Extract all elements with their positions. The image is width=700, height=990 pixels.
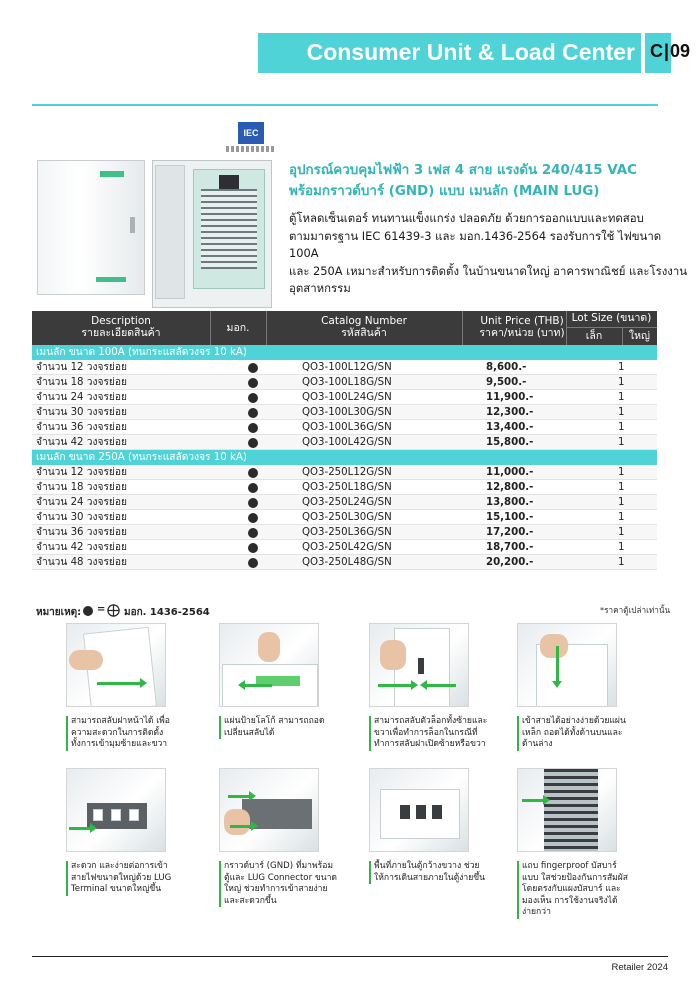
caption-line: และสะดวกขึ้น [224, 895, 277, 906]
row-lot-small: 1 [618, 392, 625, 403]
header-divider [566, 327, 657, 328]
right-arrow-icon [228, 795, 250, 798]
caption-line: ทั้งการเข้ามุมซ้ายและขวา [71, 739, 168, 749]
row-catalog-number: QO3-100L42G/SN [302, 437, 392, 448]
right-arrow-icon [230, 825, 252, 828]
caption-line: สามารถสลับฝาหน้าได้ เพื่อ [71, 716, 170, 726]
row-lot-small: 1 [618, 407, 625, 418]
feature-image-logo-plate [219, 623, 319, 707]
down-arrow-icon [556, 646, 559, 682]
caption-line: ให้การเดินสายภายในตู้ง่ายขึ้น [374, 872, 485, 883]
lug-shape [93, 809, 103, 821]
table-row [32, 510, 657, 525]
row-lot-small: 1 [618, 482, 625, 493]
table-row [32, 540, 657, 555]
table-row [32, 525, 657, 540]
tis-dot-icon [248, 513, 258, 523]
caption-line: โดยตรงกับแผงบัสบาร์ และ [522, 884, 621, 894]
table-header [32, 311, 657, 345]
feature-image-lug-terminal [66, 768, 166, 852]
footer-rule [32, 956, 668, 957]
caption-line: เหล็ก ถอดได้ทั้งด้านบนและ [522, 727, 623, 738]
table-row [32, 390, 657, 405]
hand-shape [224, 809, 250, 835]
row-unit-price: 11,900.- [486, 392, 534, 403]
row-description: จำนวน 12 วงจรย่อย [36, 467, 127, 478]
feature-caption [369, 716, 489, 751]
tis-dot-icon [248, 528, 258, 538]
iec-certification-logo: IEC [238, 122, 264, 144]
header-lot-size: Lot Size (ขนาด) [571, 312, 652, 324]
row-lot-small: 1 [618, 557, 625, 568]
header-catalog-th: รหัสสินค้า [341, 327, 387, 339]
row-description: จำนวน 42 วงจรย่อย [36, 542, 127, 553]
tis-dot-icon [248, 498, 258, 508]
table-row [32, 375, 657, 390]
row-description: จำนวน 24 วงจรย่อย [36, 392, 127, 403]
tis-dot-icon [248, 378, 258, 388]
row-unit-price: 15,800.- [486, 437, 534, 448]
product-title [289, 160, 689, 202]
hand-shape [540, 634, 568, 658]
row-description: จำนวน 36 วงจรย่อย [36, 422, 127, 433]
row-unit-price: 20,200.- [486, 557, 534, 568]
caption-line: แผ่นป้ายโลโก้ สามารถถอด [224, 716, 325, 726]
price-table [32, 311, 657, 570]
cabinet-brand-plate [100, 171, 124, 177]
row-lot-small: 1 [618, 542, 625, 553]
left-arrow-icon [244, 684, 272, 687]
description-line: ตามมาตรฐาน IEC 61439-3 และ มอก.1436-2564 รองรับการใช้ ไฟขนาด 100A [289, 228, 662, 260]
table-body [32, 345, 657, 570]
row-unit-price: 9,500.- [486, 377, 527, 388]
header-tis: มอก. [226, 322, 250, 334]
caption-line: ง่ายกว่า [522, 907, 551, 917]
chapter-letter: C [650, 41, 663, 61]
price-note: *ราคาตู้เปล่าเท่านั้น [600, 605, 671, 615]
caption-line: ตู้และ LUG Connector ขนาด [224, 872, 337, 883]
tis-dot-icon [248, 543, 258, 553]
feature-image-knockout-plate [517, 623, 617, 707]
tis-dot-icon [248, 438, 258, 448]
row-catalog-number: QO3-100L24G/SN [302, 392, 392, 403]
header-rule [32, 104, 658, 106]
title-banner [258, 33, 641, 73]
chapter-marker [650, 41, 690, 62]
page-title: Consumer Unit & Load Center [306, 39, 635, 65]
feature-caption [517, 861, 637, 919]
table-row [32, 480, 657, 495]
closed-cabinet-image [37, 160, 145, 295]
feature-caption [369, 861, 489, 884]
tis-dot-icon [83, 606, 93, 616]
row-catalog-number: QO3-250L42G/SN [302, 542, 392, 553]
header-description-th: รายละเอียดสินค้า [81, 327, 161, 339]
row-catalog-number: QO3-250L12G/SN [302, 467, 392, 478]
header-catalog [266, 315, 462, 339]
section-header-row: เมนลัก ขนาด 100A (ทนกระแสลัดวงจร 10 kA) [32, 345, 657, 360]
row-unit-price: 8,600.- [486, 362, 527, 373]
left-arrow-icon [426, 684, 456, 687]
caption-line: ใหญ่ ช่วยทำการเข้าสายง่าย [224, 884, 328, 894]
chapter-separator: | [664, 41, 670, 61]
row-lot-small: 1 [618, 467, 625, 478]
terminal-shape [432, 805, 442, 819]
caption-line: มองเห็น การใช้งานจริงได้ [522, 895, 618, 906]
product-title-line: พร้อมกราวด์บาร์ (GND) แบบ เมนลัก (MAIN LUG) [289, 184, 600, 199]
feature-image-ground-bar [219, 768, 319, 852]
row-lot-small: 1 [618, 362, 625, 373]
caption-line: เข้าสายได้อย่างง่ายด้วยแผ่น [522, 716, 626, 726]
tis-dot-icon [248, 558, 258, 568]
table-row [32, 465, 657, 480]
row-catalog-number: QO3-100L12G/SN [302, 362, 392, 373]
note-label: หมายเหตุ: [36, 607, 82, 618]
header-lot-large: ใหญ่ [629, 330, 650, 342]
tis-dot-icon [248, 363, 258, 373]
terminal-shape [400, 805, 410, 819]
feature-caption [66, 716, 186, 751]
feature-image-lock-swap [369, 623, 469, 707]
right-arrow-icon [69, 827, 91, 830]
lug-shape [111, 809, 121, 821]
caption-line: พื้นที่ภายในตู้กว้างขวาง ช่วย [374, 861, 480, 871]
product-title-line: อุปกรณ์ควบคุมไฟฟ้า 3 เฟส 4 สาย แรงดัน 240/415 VAC [289, 163, 637, 178]
caption-line: ด้านล่าง [522, 739, 553, 749]
tis-dot-icon [248, 483, 258, 493]
product-description [289, 210, 689, 298]
main-breaker [219, 175, 239, 189]
row-lot-small: 1 [618, 497, 625, 508]
feature-image-fingerproof-busbar [517, 768, 617, 852]
header-description-en: Description [91, 315, 151, 327]
row-lot-small: 1 [618, 512, 625, 523]
row-description: จำนวน 36 วงจรย่อย [36, 527, 127, 538]
feature-image-door-swap [66, 623, 166, 707]
row-unit-price: 18,700.- [486, 542, 534, 553]
caption-line: แบบ ใสช่วยป้องกันการสัมผัส [522, 872, 629, 883]
caption-line: Terminal ขนาดใหญ่ขึ้น [71, 884, 162, 894]
table-row [32, 495, 657, 510]
header-lot-small: เล็ก [585, 330, 603, 342]
right-arrow-icon [378, 684, 412, 687]
hand-shape [258, 632, 280, 662]
caption-line: กราวด์บาร์ (GND) ที่มาพร้อม [224, 861, 334, 871]
description-line: อุตสาหกรรม [289, 281, 351, 295]
table-row [32, 435, 657, 450]
row-unit-price: 15,100.- [486, 512, 534, 523]
row-description: จำนวน 48 วงจรย่อย [36, 557, 127, 568]
row-description: จำนวน 24 วงจรย่อย [36, 497, 127, 508]
tis-seal-icon [107, 604, 120, 617]
row-description: จำนวน 42 วงจรย่อย [36, 437, 127, 448]
row-lot-small: 1 [618, 527, 625, 538]
row-catalog-number: QO3-100L36G/SN [302, 422, 392, 433]
row-unit-price: 12,300.- [486, 407, 534, 418]
row-catalog-number: QO3-250L18G/SN [302, 482, 392, 493]
busbar-shape [544, 769, 598, 852]
caption-line: ทำการสลับฝาเปิดซ้ายหรือขวา [374, 739, 486, 749]
description-line: และ 250A เหมาะสำหรับการติดตั้ง ในบ้านขนาดใหญ่ อาคารพาณิชย์ และโรงงาน [289, 263, 688, 278]
row-lot-small: 1 [618, 437, 625, 448]
row-unit-price: 11,000.- [486, 467, 534, 478]
right-arrow-icon [97, 682, 141, 685]
tis-dot-icon [248, 393, 258, 403]
row-unit-price: 13,400.- [486, 422, 534, 433]
iec-logo-caption-graphic [226, 146, 276, 152]
feature-caption [66, 861, 186, 896]
feature-image-interior-space [369, 768, 469, 852]
note-equals: = [97, 604, 106, 615]
header-catalog-en: Catalog Number [321, 315, 407, 327]
row-unit-price: 13,800.- [486, 497, 534, 508]
note-standard: มอก. 1436-2564 [124, 607, 210, 618]
table-row [32, 360, 657, 375]
row-catalog-number: QO3-250L24G/SN [302, 497, 392, 508]
hand-shape [380, 640, 406, 670]
table-row [32, 420, 657, 435]
row-description: จำนวน 30 วงจรย่อย [36, 407, 127, 418]
right-arrow-icon [522, 799, 544, 802]
tis-dot-icon [248, 408, 258, 418]
caption-line: เปลี่ยนสลับได้ [224, 727, 275, 738]
row-catalog-number: QO3-250L30G/SN [302, 512, 392, 523]
feature-caption [219, 716, 339, 739]
row-catalog-number: QO3-100L18G/SN [302, 377, 392, 388]
feature-caption [219, 861, 339, 907]
branch-breakers [201, 189, 257, 269]
feature-caption [517, 716, 637, 751]
tis-dot-icon [248, 423, 258, 433]
row-unit-price: 12,800.- [486, 482, 534, 493]
section-header-row: เมนลัก ขนาด 250A (ทนกระแสลัดวงจร 10 kA) [32, 450, 657, 465]
row-description: จำนวน 18 วงจรย่อย [36, 377, 127, 388]
row-unit-price: 17,200.- [486, 527, 534, 538]
hand-shape [69, 650, 103, 670]
row-lot-small: 1 [618, 422, 625, 433]
row-description: จำนวน 12 วงจรย่อย [36, 362, 127, 373]
lock-shape [418, 658, 424, 674]
caption-line: ขวาเพื่อทำการล็อกในกรณีที่ [374, 727, 478, 738]
tis-dot-icon [248, 468, 258, 478]
description-line: ตู้โหลดเซ็นเตอร์ ทนทานแข็งแกร่ง ปลอดภัย ด้วยการออกแบบและทดสอบ [289, 211, 644, 225]
footer-text: Retailer 2024 [611, 962, 668, 973]
header-price [462, 315, 582, 339]
caption-line: สายไฟขนาดใหญ่ด้วย LUG [71, 872, 172, 883]
chapter-page: 09 [670, 41, 691, 61]
header-price-en: Unit Price (THB) [480, 315, 564, 327]
header-price-th: ราคา/หน่วย (บาท) [479, 327, 565, 339]
row-catalog-number: QO3-250L36G/SN [302, 527, 392, 538]
row-lot-small: 1 [618, 377, 625, 388]
cabinet-label-plate [96, 277, 126, 282]
open-cabinet-image [152, 160, 272, 308]
table-row [32, 405, 657, 420]
row-catalog-number: QO3-100L30G/SN [302, 407, 392, 418]
row-catalog-number: QO3-250L48G/SN [302, 557, 392, 568]
row-description: จำนวน 30 วงจรย่อย [36, 512, 127, 523]
terminal-shape [416, 805, 426, 819]
header-description [32, 315, 210, 339]
caption-line: ความสะดวกในการติดตั้ง [71, 727, 164, 738]
row-description: จำนวน 18 วงจรย่อย [36, 482, 127, 493]
caption-line: สะดวก และง่ายต่อการเข้า [71, 861, 168, 871]
table-row [32, 555, 657, 570]
cabinet-door [155, 165, 185, 299]
lug-shape [129, 809, 139, 821]
caption-line: สามารถสลับตัวล็อกทั้งซ้ายและ [374, 716, 488, 726]
cabinet-latch [130, 217, 135, 233]
caption-line: แถบ fingerproof บัสบาร์ [522, 861, 617, 871]
